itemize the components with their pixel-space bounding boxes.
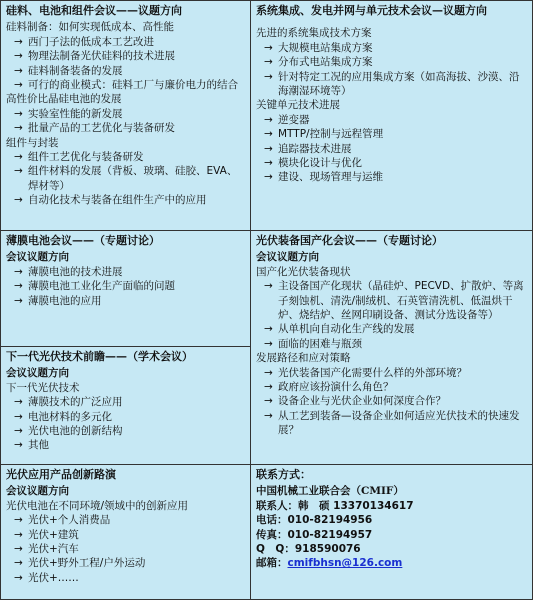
cell-title: 硅料、电池和组件会议——议题方向 <box>6 4 182 17</box>
list-item: → 物理法制备光伏硅料的技术进展 <box>14 50 175 63</box>
list-item: → MTTP/控制与远程管理 <box>264 128 384 141</box>
list-item: → 实验室性能的新发展 <box>14 107 123 120</box>
arrow-icon: → <box>14 396 23 409</box>
arrow-icon: → <box>14 50 23 63</box>
list-item: → 大规模电站集成方案 <box>264 41 373 54</box>
cell-title: 薄膜电池会议——（专题讨论） <box>6 234 160 247</box>
email-link[interactable]: cmifbhsn@126.com <box>287 557 403 570</box>
arrow-icon: → <box>264 157 273 170</box>
cell-application-roadshow <box>0 464 251 600</box>
section-heading: 硅料制备：如何实现低成本、高性能 <box>6 21 174 34</box>
arrow-icon: → <box>14 122 23 135</box>
list-item: → 光伏+建筑 <box>14 528 79 541</box>
list-item: → 追踪器技术进展 <box>264 142 352 155</box>
section-heading: 先进的系统集成技术方案 <box>256 27 372 40</box>
list-item: → 批量产品的工艺优化与装备研发 <box>14 122 175 135</box>
section-heading: 组件与封装 <box>6 136 59 149</box>
section-heading: 会议议题方向 <box>6 367 69 380</box>
arrow-icon: → <box>264 70 273 83</box>
list-item: → 西门子法的低成本工艺改进 <box>14 35 154 48</box>
section-heading: 会议议题方向 <box>6 251 69 264</box>
arrow-icon: → <box>14 151 23 164</box>
section-subheading: 发展路径和应对策略 <box>256 352 351 365</box>
list-item: → 分布式电站集成方案 <box>264 56 373 69</box>
cell-silicon-modules <box>0 0 251 231</box>
cell-next-gen-pv <box>0 346 251 465</box>
arrow-icon: → <box>264 381 273 394</box>
list-item: → 可行的商业模式：硅料工厂与廉价电力的结合 <box>14 79 238 92</box>
arrow-icon: → <box>14 79 23 92</box>
arrow-icon: → <box>14 514 23 527</box>
cell-thin-film <box>0 230 251 347</box>
contact-phone: 电话：010-82194956 <box>256 514 373 527</box>
arrow-icon: → <box>14 294 23 307</box>
section-heading: 高性价比晶硅电池的发展 <box>6 93 122 106</box>
arrow-icon: → <box>14 35 23 48</box>
list-item: → 建设、现场管理与运维 <box>264 171 383 184</box>
list-item: → 模块化设计与优化 <box>264 157 362 170</box>
list-item: → 设备企业与光伏企业如何深度合作？ <box>264 395 446 408</box>
arrow-icon: → <box>264 128 273 141</box>
list-item: → 其他 <box>14 439 49 452</box>
list-item: → 组件工艺优化与装备研发 <box>14 151 144 164</box>
arrow-icon: → <box>264 142 273 155</box>
section-heading: 会议议题方向 <box>256 251 319 264</box>
list-item: → 光伏+个人消费品 <box>14 514 111 527</box>
arrow-icon: → <box>264 56 273 69</box>
list-item: → 面临的困难与瓶颈 <box>264 337 362 350</box>
list-item: → 光伏+…… <box>14 571 79 584</box>
arrow-icon: → <box>14 280 23 293</box>
list-item: → 逆变器 <box>264 113 310 126</box>
contact-person: 联系人：韩 硕 13370134617 <box>256 499 414 512</box>
arrow-icon: → <box>14 528 23 541</box>
cell-title: 下一代光伏技术前瞻——（学术会议） <box>6 350 193 363</box>
section-heading: 会议议题方向 <box>6 485 69 498</box>
arrow-icon: → <box>14 571 23 584</box>
section-subheading: 国产化光伏装备现状 <box>256 265 351 278</box>
list-item: → 政府应该扮演什么角色？ <box>264 381 394 394</box>
cell-system-integration <box>250 0 533 231</box>
contact-title: 联系方式： <box>256 468 311 481</box>
arrow-icon: → <box>264 113 273 126</box>
arrow-icon: → <box>14 439 23 452</box>
list-item: → 硅料制备装备的发展 <box>14 64 123 77</box>
cell-contact <box>250 464 533 600</box>
arrow-icon: → <box>264 337 273 350</box>
contact-fax: 传真：010-82194957 <box>256 528 373 541</box>
cell-title: 光伏装备国产化会议——（专题讨论） <box>256 234 443 247</box>
arrow-icon: → <box>264 41 273 54</box>
contact-email: 邮箱：cmifbhsn@126.com <box>256 557 403 570</box>
section-heading: 关键单元技术进展 <box>256 99 340 112</box>
section-subheading: 下一代光伏技术 <box>6 381 80 394</box>
list-item: → 从单机向自动化生产线的发展 <box>264 323 415 336</box>
list-item: → 电池材料的多元化 <box>14 410 112 423</box>
arrow-icon: → <box>14 410 23 423</box>
arrow-icon: → <box>14 425 23 438</box>
arrow-icon: → <box>14 107 23 120</box>
arrow-icon: → <box>264 395 273 408</box>
arrow-icon: → <box>14 165 23 178</box>
arrow-icon: → <box>264 323 273 336</box>
list-item: → 薄膜电池工业化生产面临的问题 <box>14 280 175 293</box>
arrow-icon: → <box>14 557 23 570</box>
arrow-icon: → <box>14 194 23 207</box>
list-item: → 薄膜电池的技术进展 <box>14 265 123 278</box>
list-item: → 光伏+汽车 <box>14 543 79 556</box>
arrow-icon: → <box>14 543 23 556</box>
cell-title: 光伏应用产品创新路演 <box>6 468 116 481</box>
section-subheading: 光伏电池在不同环境/领域中的创新应用 <box>6 499 189 512</box>
list-item: → 光伏+野外工程/户外运动 <box>14 557 146 570</box>
arrow-icon: → <box>14 265 23 278</box>
list-item: → 针对特定工况的应用集成方案（如高海拔、沙漠、沿海潮湿环境等） <box>264 70 520 98</box>
list-item: → 光伏装备国产化需要什么样的外部环境？ <box>264 366 467 379</box>
list-item: → 光伏电池的创新结构 <box>14 425 123 438</box>
list-item: → 从工艺到装备—设备企业如何适应光伏技术的快速发展？ <box>264 409 520 437</box>
list-item: → 薄膜电池的应用 <box>14 294 102 307</box>
cell-title: 系统集成、发电并网与单元技术会议—议题方向 <box>256 4 487 17</box>
list-item: → 主设备国产化现状（晶硅炉、PECVD、扩散炉、等离子刻蚀机、清洗/制绒机、石英管清洗机、低温烘干炉、烧结炉、丝网印刷设备、测试分选设备等） <box>264 280 524 322</box>
list-item: → 自动化技术与装备在组件生产中的应用 <box>14 194 207 207</box>
arrow-icon: → <box>14 64 23 77</box>
arrow-icon: → <box>264 280 273 293</box>
cell-equipment-localization <box>250 230 533 465</box>
contact-qq: Q Q：918590076 <box>256 543 361 556</box>
arrow-icon: → <box>264 409 273 422</box>
list-item: → 薄膜技术的广泛应用 <box>14 396 123 409</box>
arrow-icon: → <box>264 366 273 379</box>
arrow-icon: → <box>264 171 273 184</box>
organization-name: 中国机械工业联合会（CMIF） <box>256 485 404 498</box>
list-item: → 组件材料的发展（背板、玻璃、硅胶、EVA、焊材等） <box>14 165 238 192</box>
